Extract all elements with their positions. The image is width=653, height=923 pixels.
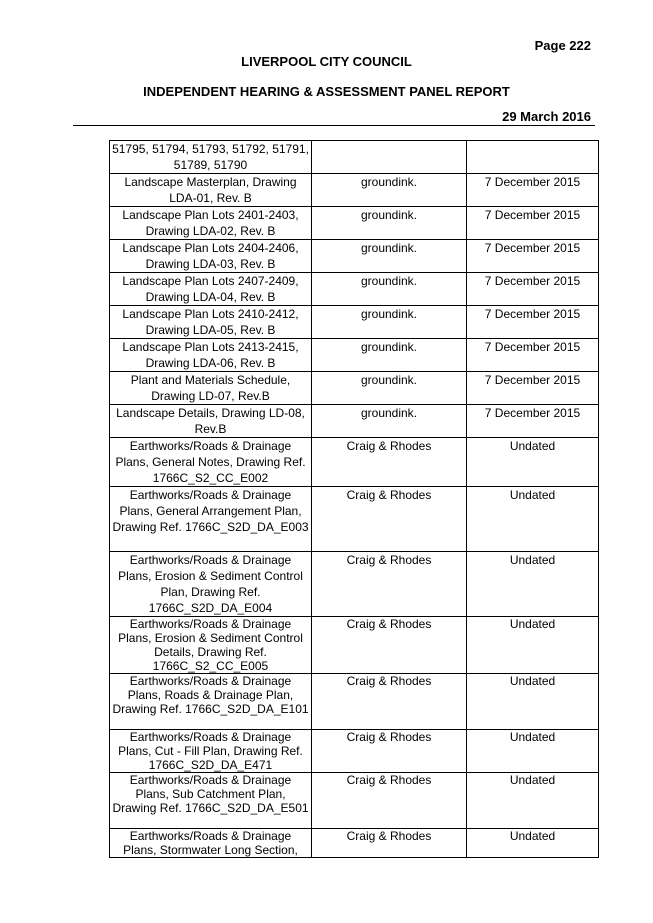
author-cell: Craig & Rhodes (312, 773, 467, 829)
table-row (110, 617, 599, 674)
date-cell: Undated (467, 438, 599, 487)
document-cell: Earthworks/Roads & Drainage Plans, Sub Catchment Plan, Drawing Ref. 1766C_S2D_DA_E501 (110, 773, 312, 829)
date-cell: Undated (467, 829, 599, 858)
date-cell: 7 December 2015 (467, 306, 599, 339)
report-date: 29 March 2016 (502, 109, 591, 124)
date-cell: Undated (467, 617, 599, 674)
date-cell (467, 141, 599, 174)
document-cell: Earthworks/Roads & Drainage Plans, Stormwater Long Section, (110, 829, 312, 858)
table-row (110, 372, 599, 405)
table-row (110, 174, 599, 207)
document-cell: Earthworks/Roads & Drainage Plans, Cut - Fill Plan, Drawing Ref. 1766C_S2D_DA_E471 (110, 730, 312, 773)
date-cell: Undated (467, 773, 599, 829)
author-cell: groundink. (312, 372, 467, 405)
date-cell: 7 December 2015 (467, 273, 599, 306)
document-cell: Earthworks/Roads & Drainage Plans, Erosion & Sediment Control Details, Drawing Ref. 1766C_S2_CC_E005 (110, 617, 312, 674)
author-cell: groundink. (312, 207, 467, 240)
document-cell: Landscape Masterplan, Drawing LDA-01, Rev. B (110, 174, 312, 207)
header-rule (73, 125, 595, 126)
document-cell: Landscape Plan Lots 2410-2412, Drawing LDA-05, Rev. B (110, 306, 312, 339)
date-cell: 7 December 2015 (467, 207, 599, 240)
author-cell: groundink. (312, 405, 467, 438)
document-cell: Landscape Details, Drawing LD-08, Rev.B (110, 405, 312, 438)
date-cell: Undated (467, 487, 599, 552)
table-row (110, 730, 599, 773)
date-cell: 7 December 2015 (467, 405, 599, 438)
document-cell: Landscape Plan Lots 2407-2409, Drawing LDA-04, Rev. B (110, 273, 312, 306)
table-row (110, 487, 599, 552)
date-cell: 7 December 2015 (467, 240, 599, 273)
author-cell: Craig & Rhodes (312, 552, 467, 617)
table-row (110, 207, 599, 240)
date-cell: Undated (467, 552, 599, 617)
author-cell: groundink. (312, 174, 467, 207)
author-cell: groundink. (312, 273, 467, 306)
author-cell: groundink. (312, 306, 467, 339)
table-row (110, 273, 599, 306)
document-cell: 51795, 51794, 51793, 51792, 51791, 51789, 51790 (110, 141, 312, 174)
date-cell: Undated (467, 674, 599, 730)
table-row (110, 306, 599, 339)
date-cell: 7 December 2015 (467, 174, 599, 207)
document-cell: Earthworks/Roads & Drainage Plans, General Arrangement Plan, Drawing Ref. 1766C_S2D_DA_E003 (110, 487, 312, 552)
document-cell: Earthworks/Roads & Drainage Plans, Erosion & Sediment Control Plan, Drawing Ref. 1766C_S2D_DA_E004 (110, 552, 312, 617)
table-row (110, 438, 599, 487)
date-cell: 7 December 2015 (467, 339, 599, 372)
document-cell: Earthworks/Roads & Drainage Plans, Roads & Drainage Plan, Drawing Ref. 1766C_S2D_DA_E101 (110, 674, 312, 730)
page-number: Page 222 (534, 38, 591, 53)
table-row (110, 405, 599, 438)
table-row (110, 552, 599, 617)
document-cell: Landscape Plan Lots 2404-2406, Drawing LDA-03, Rev. B (110, 240, 312, 273)
author-cell: Craig & Rhodes (312, 617, 467, 674)
documents-table (109, 140, 599, 858)
author-cell: Craig & Rhodes (312, 674, 467, 730)
author-cell: groundink. (312, 240, 467, 273)
date-cell: 7 December 2015 (467, 372, 599, 405)
author-cell: Craig & Rhodes (312, 730, 467, 773)
table-row (110, 240, 599, 273)
table-row (110, 829, 599, 858)
report-title: INDEPENDENT HEARING & ASSESSMENT PANEL REPORT (143, 84, 510, 99)
document-cell: Plant and Materials Schedule, Drawing LD-07, Rev.B (110, 372, 312, 405)
author-cell: groundink. (312, 339, 467, 372)
council-name: LIVERPOOL CITY COUNCIL (241, 54, 412, 69)
document-cell: Landscape Plan Lots 2401-2403, Drawing LDA-02, Rev. B (110, 207, 312, 240)
author-cell (312, 141, 467, 174)
table-row (110, 773, 599, 829)
author-cell: Craig & Rhodes (312, 487, 467, 552)
table-row (110, 141, 599, 174)
table-row (110, 339, 599, 372)
author-cell: Craig & Rhodes (312, 829, 467, 858)
document-cell: Landscape Plan Lots 2413-2415, Drawing LDA-06, Rev. B (110, 339, 312, 372)
date-cell: Undated (467, 730, 599, 773)
table-row (110, 674, 599, 730)
author-cell: Craig & Rhodes (312, 438, 467, 487)
document-cell: Earthworks/Roads & Drainage Plans, General Notes, Drawing Ref. 1766C_S2_CC_E002 (110, 438, 312, 487)
